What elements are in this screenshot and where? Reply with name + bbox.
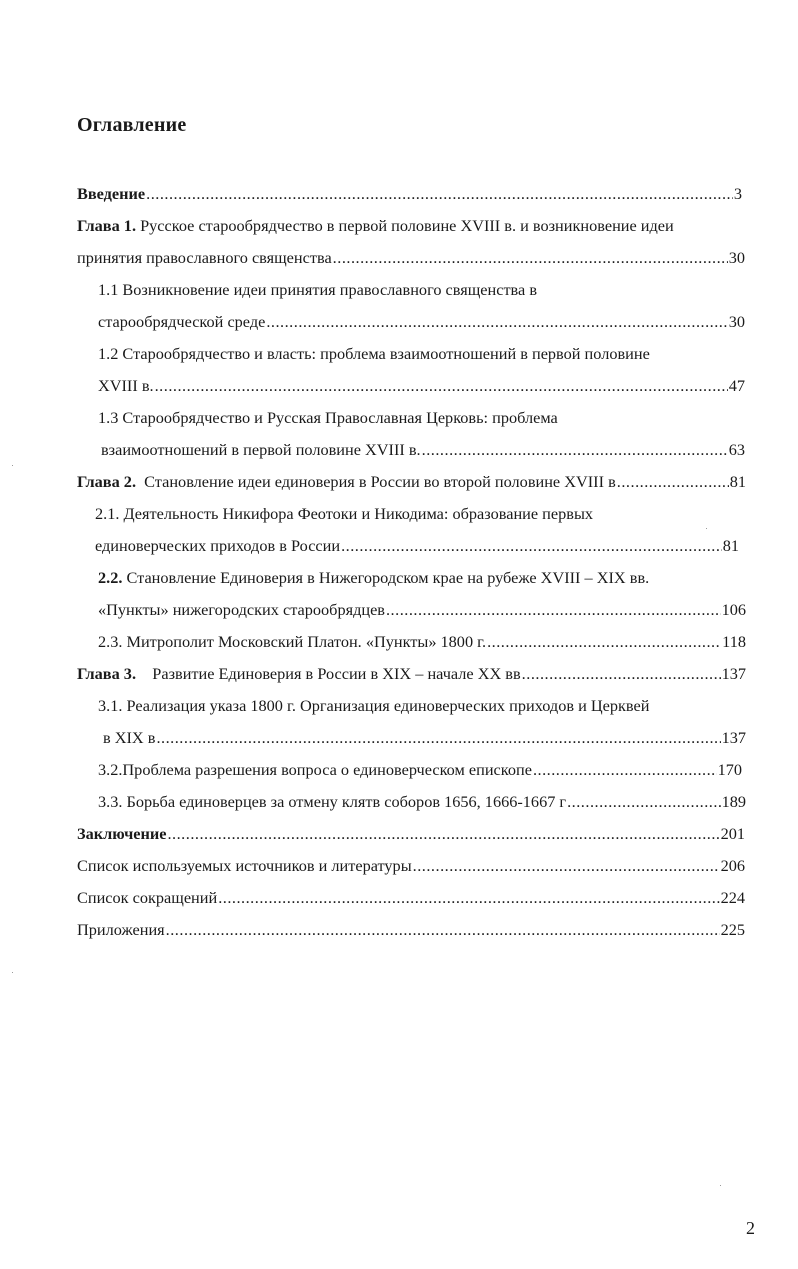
toc-entry-section-2-2 xyxy=(98,567,649,589)
entry-text: Становление Единоверия в Нижегородском крае на рубеже XVIII – XIX вв. xyxy=(126,568,650,587)
toc-entry-sources xyxy=(77,855,745,877)
entry-page: 3 xyxy=(733,184,742,203)
toc-entry-intro xyxy=(77,183,742,205)
entry-text: Приложения xyxy=(77,920,165,939)
page-number: 2 xyxy=(746,1218,755,1238)
entry-page: 118 xyxy=(722,632,746,651)
entry-text: Список сокращений xyxy=(77,888,218,907)
leader-dots xyxy=(386,599,721,621)
toc-entry-section-2-2-cont xyxy=(98,599,746,621)
entry-page: 63 xyxy=(728,440,745,459)
entry-page: 206 xyxy=(720,856,745,875)
entry-page: 189 xyxy=(721,792,746,811)
entry-text: взаимоотношений в первой половине XVIII в. xyxy=(101,440,421,459)
leader-dots xyxy=(155,375,728,397)
toc-entry-section-1-3 xyxy=(98,407,558,429)
entry-page: 106 xyxy=(721,600,746,619)
entry-text: принятия православного священства xyxy=(77,248,332,267)
toc-entry-section-3-2 xyxy=(98,759,742,781)
entry-text: 1.2 Старообрядчество и власть: проблема взаимоотношений в первой половине xyxy=(98,344,650,363)
chapter-label: Глава 1. xyxy=(77,216,137,235)
toc-entry-section-1-2-cont xyxy=(98,375,745,397)
chapter-title: Становление идеи единоверия в России во второй половине XVIII в xyxy=(144,472,616,491)
chapter-label: Глава 3. xyxy=(77,664,137,683)
toc-entry-appendix xyxy=(77,919,745,941)
entry-page: 137 xyxy=(721,728,746,747)
leader-dots xyxy=(487,631,721,653)
toc-entry-chapter-1 xyxy=(77,215,674,237)
leader-dots xyxy=(166,919,720,941)
entry-page: 81 xyxy=(729,472,746,491)
toc-entry-section-3-1-cont xyxy=(103,727,746,749)
toc-entry-section-3-3 xyxy=(98,791,746,813)
toc-entry-section-1-1 xyxy=(98,279,537,301)
entry-page: 170 xyxy=(717,760,742,779)
leader-dots xyxy=(333,247,728,269)
entry-text: 3.3. Борьба единоверцев за отмену клятв соборов 1656, 1666-1667 г xyxy=(98,792,567,811)
toc-entry-section-2-3 xyxy=(98,631,746,653)
entry-page: 224 xyxy=(720,888,745,907)
entry-text: старообрядческой среде xyxy=(98,312,266,331)
scan-speck xyxy=(706,528,707,529)
entry-text: Список используемых источников и литературы xyxy=(77,856,412,875)
entry-page: 225 xyxy=(720,920,745,939)
toc-entry-chapter-1-cont xyxy=(77,247,745,269)
toc-entry-chapter-3 xyxy=(77,663,746,685)
leader-dots xyxy=(156,727,720,749)
toc-entry-section-2-1 xyxy=(95,503,593,525)
entry-text: 3.2.Проблема разрешения вопроса о единоверческом епископе xyxy=(98,760,532,779)
entry-page: 81 xyxy=(722,536,739,555)
entry-page: 30 xyxy=(728,248,745,267)
entry-text: 2.3. Митрополит Московский Платон. «Пункты» 1800 г. xyxy=(98,632,487,651)
entry-text xyxy=(77,663,521,685)
toc-entry-section-1-2 xyxy=(98,343,650,365)
leader-dots xyxy=(522,663,721,685)
entry-text xyxy=(77,471,616,493)
entry-text: в XIX в xyxy=(103,728,156,747)
entry-page: 47 xyxy=(728,376,745,395)
toc-entry-conclusion xyxy=(77,823,745,845)
toc-entry-section-3-1 xyxy=(98,695,649,717)
toc-entry-section-1-3-cont xyxy=(101,439,745,461)
entry-text: 3.1. Реализация указа 1800 г. Организация единоверческих приходов и Церквей xyxy=(98,696,650,715)
scan-speck xyxy=(720,1185,721,1186)
entry-text: 1.3 Старообрядчество и Русская Православная Церковь: проблема xyxy=(98,408,558,427)
scan-speck xyxy=(12,465,13,466)
leader-dots xyxy=(413,855,720,877)
leader-dots xyxy=(617,471,729,493)
chapter-label: Глава 2. xyxy=(77,472,137,491)
toc-entry-chapter-2 xyxy=(77,471,746,493)
section-label: 2.2. xyxy=(98,568,123,587)
toc-entry-section-1-1-cont xyxy=(98,311,745,333)
leader-dots xyxy=(218,887,719,909)
entry-text: «Пункты» нижегородских старообрядцев xyxy=(98,600,385,619)
entry-page: 30 xyxy=(728,312,745,331)
chapter-title: Развитие Единоверия в России в XIX – начале XX вв xyxy=(152,664,521,683)
entry-text: 1.1 Возникновение идеи принятия православного священства в xyxy=(98,280,538,299)
scan-speck xyxy=(12,972,13,973)
leader-dots xyxy=(533,759,717,781)
entry-text: XVIII в. xyxy=(98,376,154,395)
entry-page: 137 xyxy=(721,664,746,683)
leader-dots xyxy=(422,439,728,461)
entry-text: Русское старообрядчество в первой половине XVIII в. и возникновение идеи xyxy=(140,216,674,235)
leader-dots xyxy=(146,183,733,205)
leader-dots xyxy=(567,791,720,813)
entry-page: 201 xyxy=(720,824,745,843)
leader-dots xyxy=(341,535,722,557)
leader-dots xyxy=(266,311,727,333)
toc-entry-abbreviations xyxy=(77,887,745,909)
toc-entry-section-2-1-cont xyxy=(95,535,739,557)
entry-text: единоверческих приходов в России xyxy=(95,536,341,555)
entry-label: Заключение xyxy=(77,824,167,843)
toc-title: Оглавление xyxy=(77,114,187,136)
leader-dots xyxy=(167,823,719,845)
entry-text: 2.1. Деятельность Никифора Феотоки и Никодима: образование первых xyxy=(95,504,594,523)
entry-label: Введение xyxy=(77,184,146,203)
